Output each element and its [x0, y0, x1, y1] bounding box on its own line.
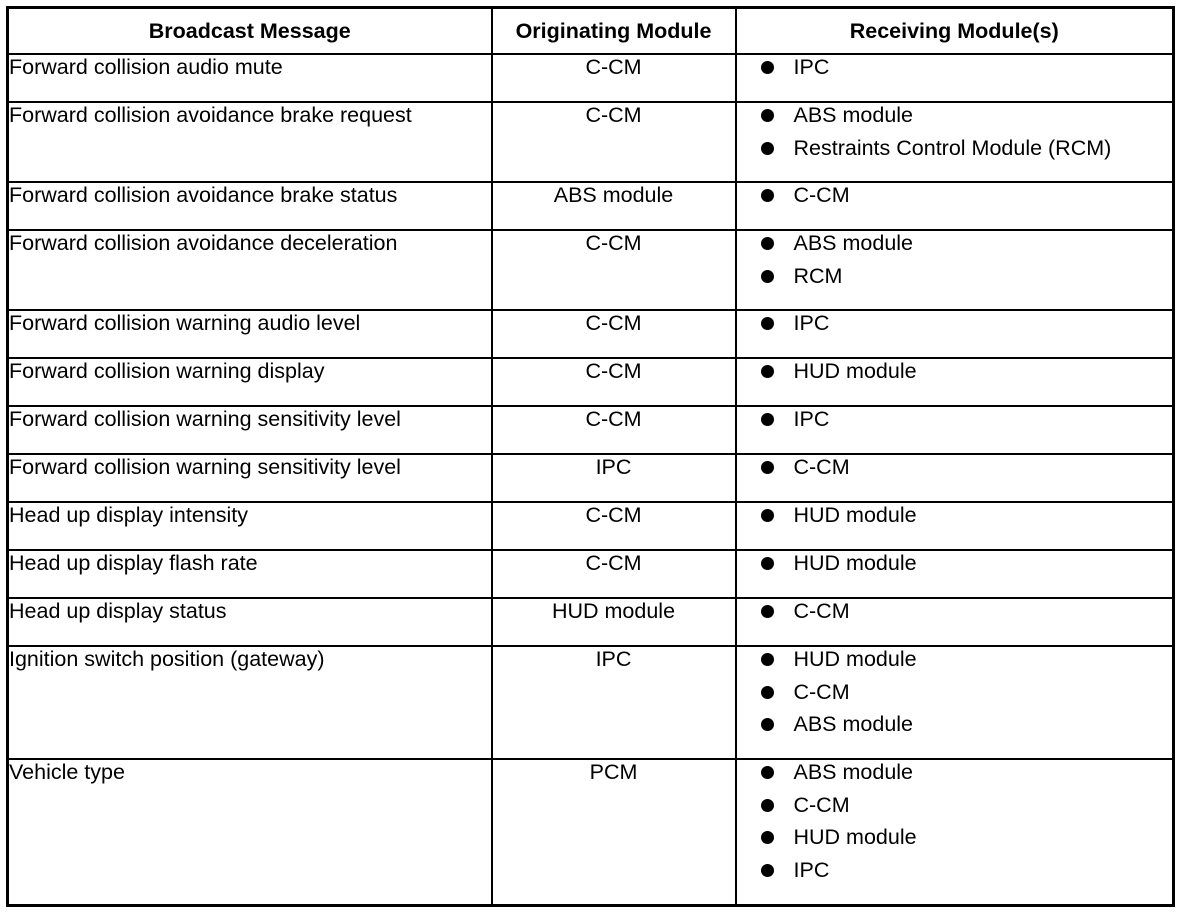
table-row [8, 230, 1174, 310]
receiving-module-text: ABS module [793, 231, 914, 255]
table-row [8, 759, 1174, 905]
message-cell [8, 646, 492, 759]
receiving-module-text: C-CM [793, 599, 850, 623]
broadcast-message-text: Forward collision audio mute [9, 55, 283, 79]
origin-cell [492, 759, 736, 905]
receivers-cell [736, 230, 1174, 310]
receivers-cell [736, 598, 1174, 646]
bullet-icon [761, 461, 774, 474]
list-item [761, 760, 1173, 793]
broadcast-message-text: Forward collision avoidance brake request [9, 103, 412, 127]
broadcast-message-text: Vehicle type [9, 760, 125, 784]
header-originating-module: Originating Module [492, 8, 736, 55]
origin-cell [492, 230, 736, 310]
list-item [761, 455, 1173, 488]
receiving-module-text: C-CM [793, 455, 850, 479]
table-row [8, 646, 1174, 759]
receivers-list [737, 760, 1173, 891]
receiving-module-text: IPC [793, 858, 830, 883]
bullet-icon [761, 413, 774, 426]
receiving-module-text: IPC [793, 311, 830, 335]
origin-cell [492, 310, 736, 358]
list-item [761, 311, 1173, 344]
list-item [761, 136, 1173, 169]
originating-module-text: C-CM [585, 551, 642, 575]
bullet-icon [761, 189, 774, 202]
origin-cell [492, 454, 736, 502]
origin-cell [492, 550, 736, 598]
receivers-cell [736, 550, 1174, 598]
originating-module-text: IPC [595, 455, 632, 479]
message-cell [8, 406, 492, 454]
message-cell [8, 310, 492, 358]
receivers-list [737, 55, 1173, 88]
receivers-cell [736, 454, 1174, 502]
list-item [761, 825, 1173, 858]
list-item [761, 503, 1173, 536]
originating-module-text: HUD module [551, 599, 676, 623]
receiving-module-text: Restraints Control Module (RCM) [793, 135, 1112, 160]
receiving-module-text: ABS module [793, 712, 914, 737]
receiving-module-text: C-CM [793, 183, 850, 207]
bullet-icon [761, 831, 774, 844]
table-row [8, 598, 1174, 646]
bullet-icon [761, 605, 774, 618]
table-row [8, 182, 1174, 230]
receivers-cell [736, 406, 1174, 454]
bullet-icon [761, 686, 774, 699]
list-item [761, 407, 1173, 440]
message-cell [8, 550, 492, 598]
bullet-icon [761, 799, 774, 812]
list-item [761, 359, 1173, 392]
receivers-cell [736, 54, 1174, 102]
message-cell [8, 454, 492, 502]
list-item [761, 264, 1173, 297]
list-item [761, 793, 1173, 826]
receivers-list [737, 103, 1173, 168]
list-item [761, 858, 1173, 891]
bullet-icon [761, 237, 774, 250]
originating-module-text: C-CM [585, 311, 642, 335]
table-row [8, 406, 1174, 454]
receivers-cell [736, 358, 1174, 406]
receiving-module-text: HUD module [793, 825, 917, 850]
bullet-icon [761, 864, 774, 877]
receivers-list [737, 359, 1173, 392]
table-row [8, 454, 1174, 502]
receivers-list [737, 647, 1173, 745]
originating-module-text: C-CM [585, 55, 642, 79]
receiving-module-text: ABS module [793, 103, 914, 127]
list-item [761, 231, 1173, 264]
bullet-icon [761, 317, 774, 330]
receivers-cell [736, 310, 1174, 358]
bullet-icon [761, 718, 774, 731]
bullet-icon [761, 653, 774, 666]
receiving-module-text: IPC [793, 407, 830, 431]
list-item [761, 599, 1173, 632]
message-cell [8, 598, 492, 646]
list-item [761, 647, 1173, 680]
broadcast-message-text: Head up display intensity [9, 503, 249, 527]
list-item [761, 103, 1173, 136]
origin-cell [492, 646, 736, 759]
bullet-icon [761, 142, 774, 155]
originating-module-text: PCM [589, 760, 638, 784]
origin-cell [492, 102, 736, 182]
receivers-cell [736, 759, 1174, 905]
message-cell [8, 358, 492, 406]
receivers-list [737, 407, 1173, 440]
list-item [761, 680, 1173, 713]
message-cell [8, 102, 492, 182]
bullet-icon [761, 557, 774, 570]
receivers-list [737, 551, 1173, 584]
table-row [8, 310, 1174, 358]
receiving-module-text: IPC [793, 55, 830, 79]
table-row [8, 502, 1174, 550]
list-item [761, 55, 1173, 88]
originating-module-text: C-CM [585, 103, 642, 127]
header-broadcast-message: Broadcast Message [8, 8, 492, 55]
table-row [8, 358, 1174, 406]
broadcast-message-text: Ignition switch position (gateway) [9, 647, 325, 671]
origin-cell [492, 358, 736, 406]
message-cell [8, 230, 492, 310]
message-cell [8, 54, 492, 102]
bullet-icon [761, 270, 774, 283]
receivers-list [737, 503, 1173, 536]
table-body [8, 54, 1174, 905]
message-cell [8, 759, 492, 905]
bullet-icon [761, 109, 774, 122]
header-receiving-modules: Receiving Module(s) [736, 8, 1174, 55]
broadcast-message-text: Head up display status [9, 599, 227, 623]
message-cell [8, 502, 492, 550]
receivers-list [737, 311, 1173, 344]
receiving-module-text: RCM [793, 263, 843, 288]
broadcast-message-text: Forward collision warning audio level [9, 311, 361, 335]
receivers-cell [736, 182, 1174, 230]
receiving-module-text: HUD module [793, 551, 917, 575]
bullet-icon [761, 61, 774, 74]
originating-module-text: C-CM [585, 407, 642, 431]
receivers-list [737, 455, 1173, 488]
receivers-cell [736, 646, 1174, 759]
receivers-list [737, 183, 1173, 216]
receiving-module-text: HUD module [793, 503, 917, 527]
broadcast-message-table [6, 6, 1175, 907]
originating-module-text: C-CM [585, 503, 642, 527]
origin-cell [492, 182, 736, 230]
broadcast-message-text: Forward collision warning sensitivity level [9, 455, 401, 479]
table-row [8, 54, 1174, 102]
origin-cell [492, 598, 736, 646]
receivers-cell [736, 502, 1174, 550]
broadcast-message-text: Forward collision warning display [9, 359, 325, 383]
receivers-list [737, 231, 1173, 296]
table-row [8, 102, 1174, 182]
receivers-cell [736, 102, 1174, 182]
originating-module-text: IPC [595, 647, 632, 671]
origin-cell [492, 406, 736, 454]
originating-module-text: C-CM [585, 359, 642, 383]
bullet-icon [761, 365, 774, 378]
receiving-module-text: HUD module [793, 647, 917, 671]
origin-cell [492, 54, 736, 102]
broadcast-message-text: Head up display flash rate [9, 551, 258, 575]
bullet-icon [761, 509, 774, 522]
list-item [761, 712, 1173, 745]
receiving-module-text: C-CM [793, 792, 850, 817]
receivers-list [737, 599, 1173, 632]
receiving-module-text: ABS module [793, 760, 914, 784]
table-row [8, 550, 1174, 598]
broadcast-message-text: Forward collision avoidance deceleration [9, 231, 398, 255]
list-item [761, 183, 1173, 216]
broadcast-message-text: Forward collision avoidance brake status [9, 183, 398, 207]
receiving-module-text: C-CM [793, 679, 850, 704]
broadcast-message-text: Forward collision warning sensitivity level [9, 407, 401, 431]
message-cell [8, 182, 492, 230]
originating-module-text: ABS module [553, 183, 674, 207]
table-header-row [8, 8, 1174, 55]
origin-cell [492, 502, 736, 550]
bullet-icon [761, 766, 774, 779]
receiving-module-text: HUD module [793, 359, 917, 383]
originating-module-text: C-CM [585, 231, 642, 255]
list-item [761, 551, 1173, 584]
